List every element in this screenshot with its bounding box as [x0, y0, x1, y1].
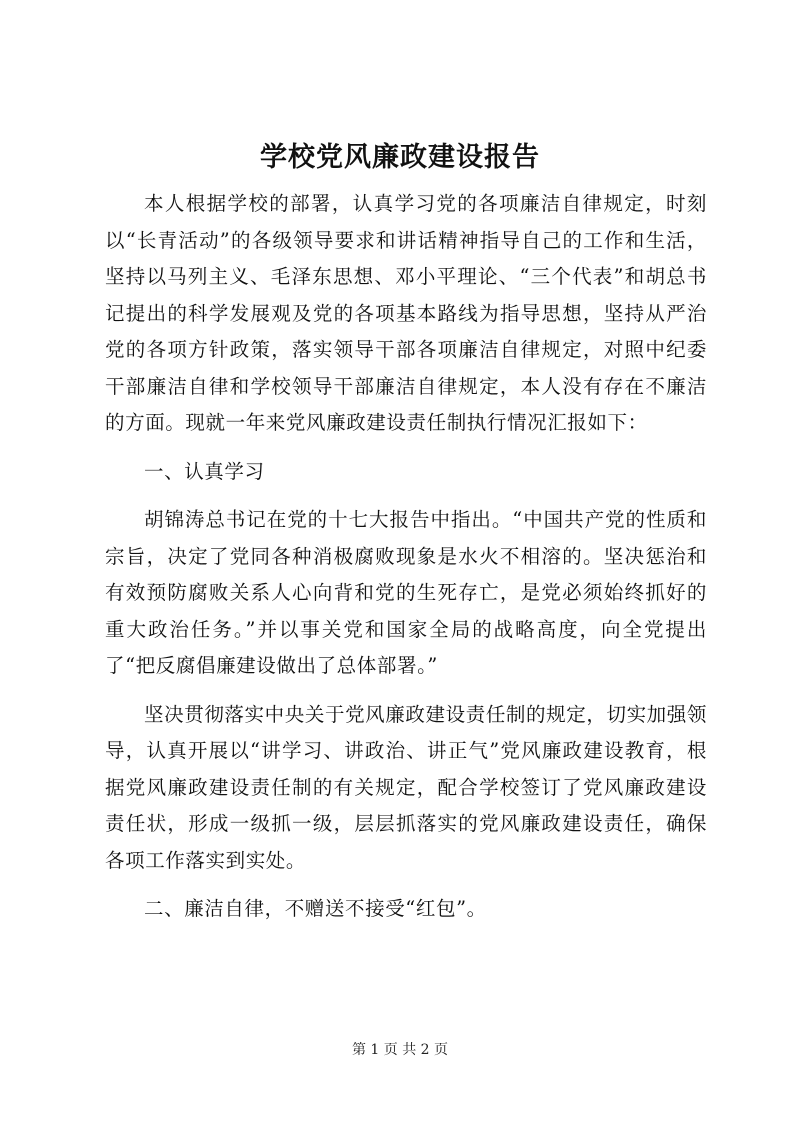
section-heading-study: 一、认真学习 — [144, 459, 265, 483]
quote-paragraph: 胡锦涛总书记在党的十七大报告中指出。“中国共产党的性质和宗旨，决定了党同各种消极腐败现象是水火不相溶的。坚决惩治和有效预防腐败关系人心向背和党的生死存亡，是党必须始终抓好的重大政治任务。”并以事关党和国家全局的战略高度，向全党提出了“把反腐倡廉建设做出了总体部署。” — [105, 508, 707, 677]
intro-paragraph: 本人根据学校的部署，认真学习党的各项廉洁自律规定，时刻以“长青活动”的各级领导要求和讲话精神指导自己的工作和生活，坚持以马列主义、毛泽东思想、邓小平理论、“三个代表”和胡总书记提出的科学发展观及党的各项基本路线为指导思想，坚持从严治党的各项方针政策，落实领导干部各项廉洁自律规定，对照中纪委干部廉洁自律和学校领导干部廉洁自律规定，本人没有存在不廉洁的方面。现就一年来党风廉政建设责任制执行情况汇报如下： — [105, 192, 707, 434]
section-heading-integrity: 二、廉洁自律，不赠送不接受“红包”。 — [144, 897, 487, 920]
page-number-footer: 第 1 页 共 2 页 — [351, 1042, 449, 1058]
implementation-paragraph: 坚决贯彻落实中央关于党风廉政建设责任制的规定，切实加强领导，认真开展以“讲学习、讲政治、讲正气”党风廉政建设教育，根据党风廉政建设责任制的有关规定，配合学校签订了党风廉政建设责任状，形成一级抓一级，层层抓落实的党风廉政建设责任，确保各项工作落实到实处。 — [105, 702, 707, 872]
document-body — [105, 186, 707, 928]
document-title: 学校党风廉政建设报告 — [260, 142, 540, 173]
